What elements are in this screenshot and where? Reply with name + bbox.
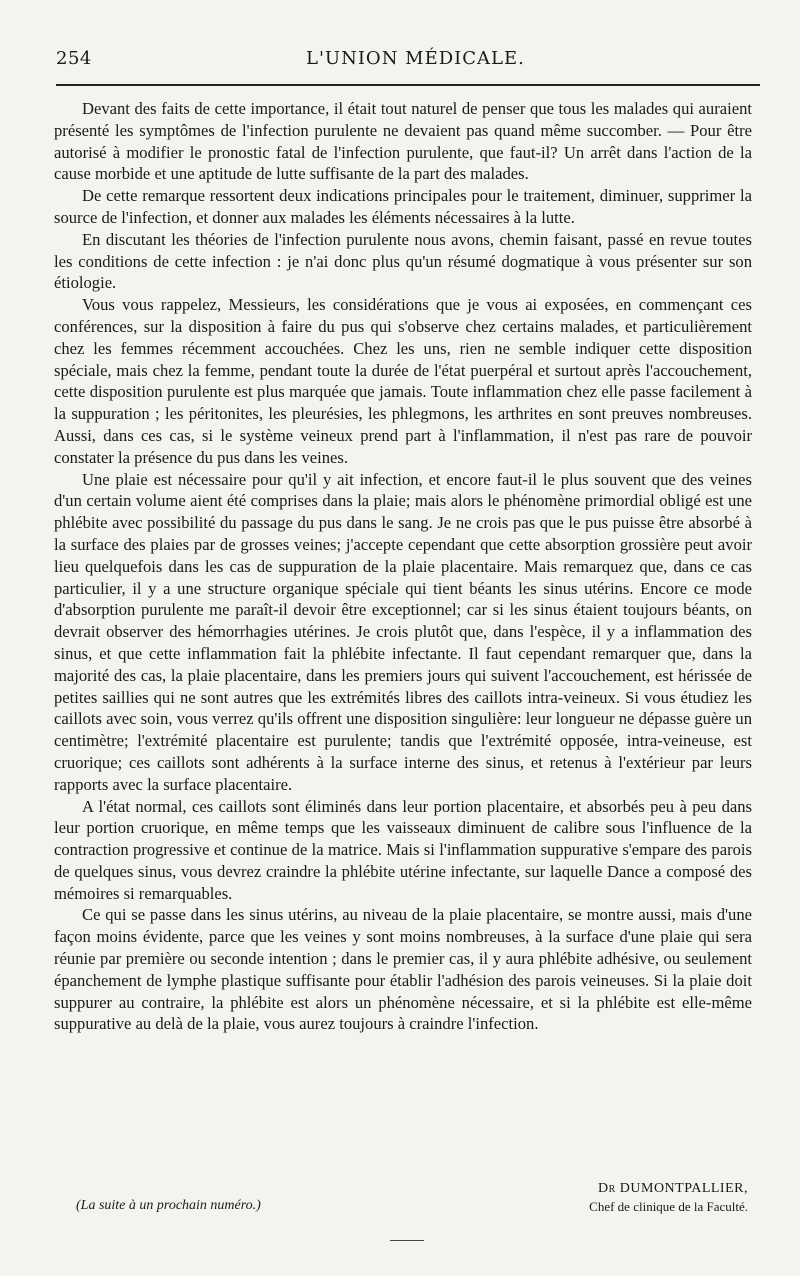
page-header (56, 48, 760, 72)
paragraph: Devant des faits de cette importance, il était tout naturel de penser que tous les malades qui auraient présenté les symptômes de l'infection purulente ne devaient pas quand même succomber. — Pour être autorisé à modifier le pronostic fatal de l'infection purulente, que faut-il? Un arrêt dans l'action de la cause morbide et une aptitude de lutte suffisante de la part des malades. (54, 99, 752, 184)
paragraph: Ce qui se passe dans les sinus utérins, au niveau de la plaie placentaire, se montre aussi, mais d'une façon moins évidente, parce que les veines y sont moins nombreuses, à la surface d'une plaie qui sera réunie par première ou seconde intention ; dans le premier cas, il y aura phlébite adhésive, ou seulement épanchement de lymphe plastique suffisante pour établir l'adhésion des parois veineuses. Si la plaie doit suppurer au contraire, la phlébite est alors un phénomène nécessaire, et si la phlébite est elle-même suppurative au delà de la plaie, vous aurez toujours à craindre l'infection. (54, 905, 752, 1034)
page-number: 254 (56, 48, 92, 69)
paragraph: Vous vous rappelez, Messieurs, les considérations que je vous ai exposées, en commençant ces conférences, sur la disposition à faire du pus qui s'observe chez certains malades, et particulièrement chez les femmes récemment accouchées. Chez les uns, rien ne semble indiquer cette disposition spéciale, mais chez la femme, pendant toute la durée de l'état puerpéral et surtout après l'accouchement, cette disposition purulente est plus marquée que jamais. Toute inflammation chez elle passe facilement à la suppuration ; les péritonites, les pleurésies, les phlegmons, les arthrites en sont preuves nombreuses. Aussi, dans ces cas, si le système veineux prend part à l'inflammation, il n'est pas rare de pouvoir constater la présence du pus dans les veines. (54, 295, 752, 467)
paragraph: A l'état normal, ces caillots sont éliminés dans leur portion placentaire, et absorbés peu à peu dans leur portion cruorique, en même temps que les vaisseaux diminuent de calibre sous l'influence de la contraction progressive et continue de la matrice. Mais si l'inflammation suppurative s'empare des parois de quelques sinus, vous devrez craindre la phlébite utérine infectante, sur laquelle Dance a composé des mémoires si remarquables. (54, 796, 752, 903)
header-rule (56, 84, 760, 86)
running-title: L'UNION MÉDICALE. (306, 48, 525, 69)
author-title: Chef de clinique de la Faculté. (589, 1199, 748, 1214)
continued-note: (La suite à un prochain numéro.) (76, 1198, 261, 1213)
paragraph: De cette remarque ressortent deux indications principales pour le traitement, diminuer, supprimer la source de l'infection, et donner aux malades les éléments nécessaires à la lutte. (54, 186, 752, 227)
author-signature (589, 1181, 748, 1215)
bottom-rule (390, 1240, 424, 1241)
paragraph: Une plaie est nécessaire pour qu'il y ait infection, et encore faut-il le plus souvent que des veines d'un certain volume aient été comprises dans la plaie; mais alors le phénomène primordial obligé est une phlébite avec possibilité du passage du pus dans le sang. Je ne crois pas que le pus puisse être absorbé à la surface des plaies par de grosses veines; j'accepte cependant que cette absorption grossière peut avoir lieu quelquefois dans les cas de suppuration de la plaie placentaire. Mais remarquez que, dans ce cas particulier, il y a une structure organique spéciale qui tient béants les sinus utérins. Encore ce mode d'absorption purulente me paraît-il devoir être exceptionnel; car si les sinus étaient toujours béants, on devrait observer des hémorrhagies utérines. Je crois plutôt que, dans l'espèce, il y a inflammation des sinus, et que cette inflammation fait la phlébite infectante. Il faut cependant remarquer que, dans la majorité des cas, la plaie placentaire, dans les premiers jours qui suivent l'accouchement, est hérissée de petites saillies qui ne sont autres que les extrémités libres des caillots intra-veineux. Si vous étudiez les caillots avec soin, vous verrez qu'ils offrent une disposition singulière: leur longueur ne dépasse guère un centimètre; l'extrémité placentaire est purulente; tandis que l'extrémité opposée, intra-veineuse, est cruorique; ces caillots sont adhérents à la surface interne des sinus, et retenus à l'extérieur par leurs rapports avec la surface placentaire. (54, 469, 752, 794)
paragraph: En discutant les théories de l'infection purulente nous avons, chemin faisant, passé en revue toutes les conditions de cette infection : je n'ai donc plus qu'un résumé dogmatique à vous présenter sur son étiologie. (54, 229, 752, 293)
article-body (54, 98, 752, 1035)
author-name: Dr DUMONTPALLIER, (598, 1181, 748, 1196)
